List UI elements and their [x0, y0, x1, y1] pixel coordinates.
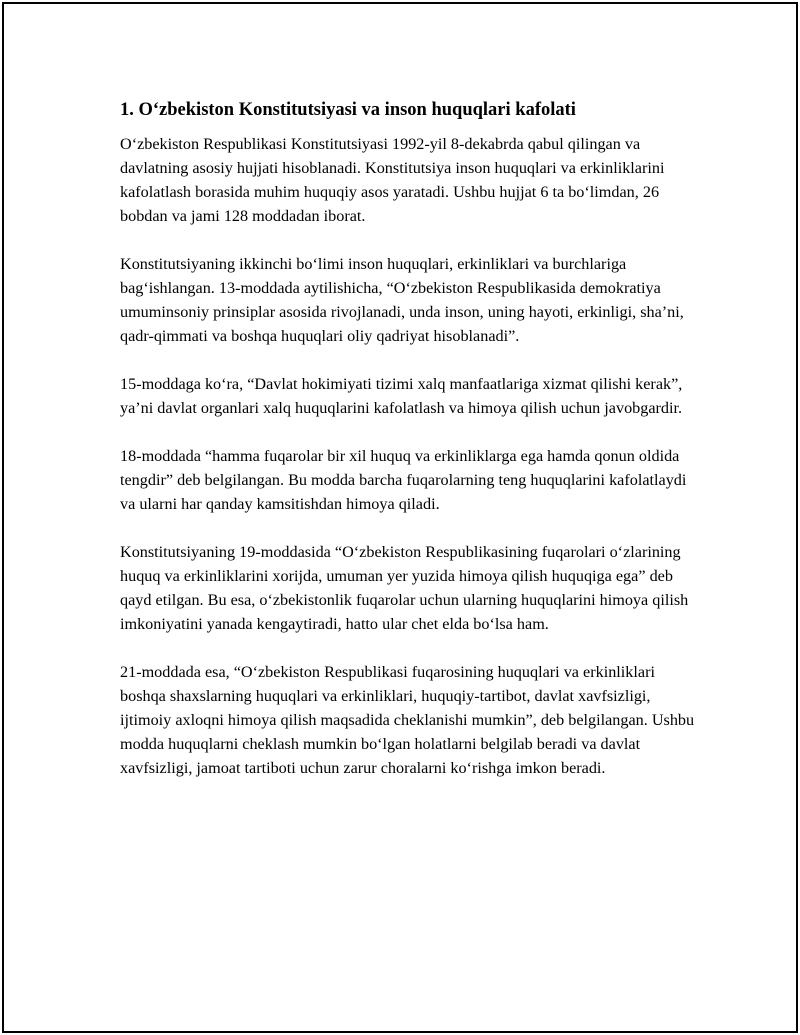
paragraph-article-19: Konstitutsiyaning 19-moddasida “O‘zbekiston Respublikasining fuqarolari o‘zlarining huquq va erkinliklarini xorijda, umuman yer yuzida himoya qilish huquqiga ega” deb qayd etilgan. Bu esa, o‘zbekistonlik fuqarolar uchun ularning huquqlarini himoya qilish imkoniyatini yanada kengaytiradi, hatto ular chet elda bo‘lsa ham. — [120, 543, 689, 633]
paragraph-article-18: 18-moddada “hamma fuqarolar bir xil huquq va erkinliklarga ega hamda qonun oldida tengdir” deb belgilangan. Bu modda barcha fuqarolarning teng huquqlarini kafolatlaydi va ularni har qanday kamsitishdan himoya qiladi. — [120, 447, 687, 513]
paragraph-article-21: 21-moddada esa, “O‘zbekiston Respublikasi fuqarosining huquqlari va erkinliklari boshqa shaxslarning huquqlari va erkinliklari, huquqiy-tartibot, davlat xavfsizligi, ijtimoiy axloqni himoya qilish maqsadida cheklanishi mumkin”, deb belgilangan. Ushbu modda huquqlarni cheklash mumkin bo‘lgan holatlarni belgilab beradi va davlat xavfsizligi, jamoat tartiboti uchun zarur choralarni ko‘rishga imkon beradi. — [120, 663, 695, 777]
document-title: 1. O‘zbekiston Konstitutsiyasi va inson huquqlari kafolati — [120, 100, 576, 120]
paragraph-article-15: 15-moddaga ko‘ra, “Davlat hokimiyati tizimi xalq manfaatlariga xizmat qilishi kerak”, ya’ni davlat organlari xalq huquqlarini kafolatlash va himoya qilish uchun javobgardir. — [120, 375, 683, 417]
paragraph-constitution-overview: O‘zbekiston Respublikasi Konstitutsiyasi 1992-yil 8-dekabrda qabul qilingan va davlatning asosiy hujjati hisoblanadi. Konstitutsiya inson huquqlari va erkinliklarini kafolatlash borasida muhim huquqiy asos yaratadi. Ushbu hujjat 6 ta bo‘limdan, 26 bobdan va jami 128 moddadan iborat. — [120, 135, 665, 225]
page-frame — [2, 2, 798, 1033]
paragraph-article-13: Konstitutsiyaning ikkinchi bo‘limi inson huquqlari, erkinliklari va burchlariga bag‘ishlangan. 13-moddada aytilishicha, “O‘zbekiston Respublikasida demokratiya umuminsoniy prinsiplar asosida rivojlanadi, unda inson, uning hayoti, erkinligi, sha’ni, qadr-qimmati va boshqa huquqlari oliy qadriyat hisoblanadi”. — [120, 255, 684, 345]
document-body — [120, 96, 695, 804]
